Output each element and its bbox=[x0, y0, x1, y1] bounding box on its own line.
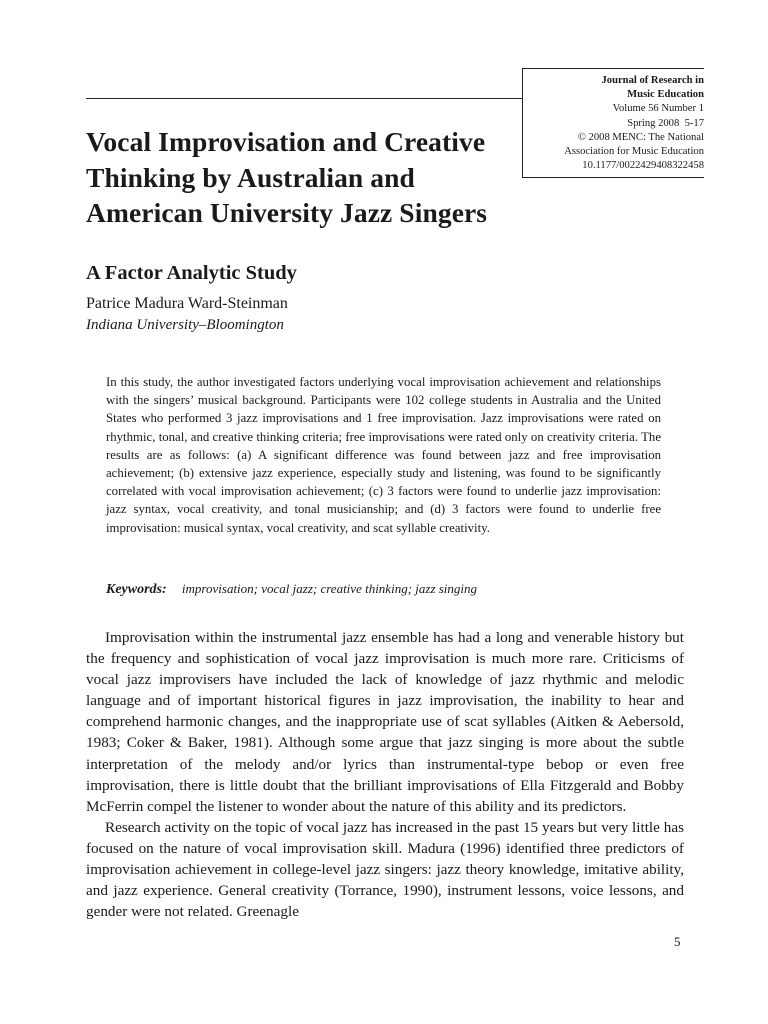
journal-date-pages: Spring 2008 5-17 bbox=[627, 117, 704, 129]
journal-copyright-line2: Association for Music Education bbox=[564, 146, 704, 158]
keywords-line bbox=[106, 580, 477, 599]
article-title: Vocal Improvisation and Creative Thinking by Australian and American University Jazz Singers bbox=[86, 126, 488, 228]
journal-name-line1: Journal of Research in bbox=[601, 75, 704, 86]
journal-copyright-line1: © 2008 MENC: The National bbox=[577, 131, 704, 143]
abstract-text: In this study, the author investigated factors underlying vocal improvisation achievement and relationships with the singers’ musical background. Participants were 102 college students in Australia and the United States who performed 3 jazz improvisations and 1 free improvisation. Jazz improvisations were rated on rhythmic, tonal, and creative thinking criteria; free improvisations were rated only on creativity criteria. The results are as follows: (a) A significant difference was found between jazz and free improvisation achievement; (b) extensive jazz experience, especially study and listening, was found to be significantly correlated with vocal improvisation achievement; (c) 3 factors were found to underlie jazz improvisation: jazz syntax, vocal creativity, and tonal musicianship; and (d) 3 factors were found to underlie free improvisation: musical syntax, vocal creativity, and scat syllable creativity. bbox=[106, 375, 661, 535]
body-paragraph-1: Improvisation within the instrumental jazz ensemble has had a long and venerable history but the frequency and sophistication of vocal jazz improvisation is much more rare. Criticisms of vocal jazz improvisers have included the lack of knowledge of jazz rhythmic and melodic language and of important historical figures in jazz improvisation, the inability to hear and comprehend harmonic changes, and the inappropriate use of scat syllables (Aitken & Aebersold, 1983; Coker & Baker, 1981). Although some argue that jazz singing is more about the subtle interpretation of the melody and/or lyrics than instrumental-type bebop or even free improvisation, there is little doubt that the brilliant improvisations of Ella Fitzgerald and Bobby McFerrin compel the listener to wonder about the nature of this ability and its predictors. bbox=[86, 629, 684, 815]
journal-volume: Volume 56 Number 1 bbox=[612, 103, 704, 115]
body-text bbox=[86, 627, 684, 922]
keywords-label: Keywords: bbox=[106, 582, 167, 597]
body-paragraph-2: Research activity on the topic of vocal jazz has increased in the past 15 years but very little has focused on the nature of vocal improvisation skill. Madura (1996) identified three predictors of improvisation achievement in college-level jazz singers: jazz theory knowledge, imitative ability, and jazz experience. General creativity (Torrance, 1990), instrument lessons, voice lessons, and gender were not related. Greenagle bbox=[86, 818, 684, 921]
author-affiliation: Indiana University–Bloomington bbox=[86, 317, 284, 333]
journal-name-line2: Music Education bbox=[627, 89, 704, 101]
journal-doi: 10.1177/0022429408322458 bbox=[582, 160, 704, 172]
journal-info-lines bbox=[564, 74, 704, 173]
author-name: Patrice Madura Ward-Steinman bbox=[86, 295, 288, 312]
keywords-list: improvisation; vocal jazz; creative thinking; jazz singing bbox=[181, 581, 478, 596]
journal-info-box bbox=[522, 68, 704, 178]
article-subtitle: A Factor Analytic Study bbox=[86, 262, 297, 284]
page-number: 5 bbox=[674, 934, 681, 949]
header-rule bbox=[86, 98, 522, 99]
